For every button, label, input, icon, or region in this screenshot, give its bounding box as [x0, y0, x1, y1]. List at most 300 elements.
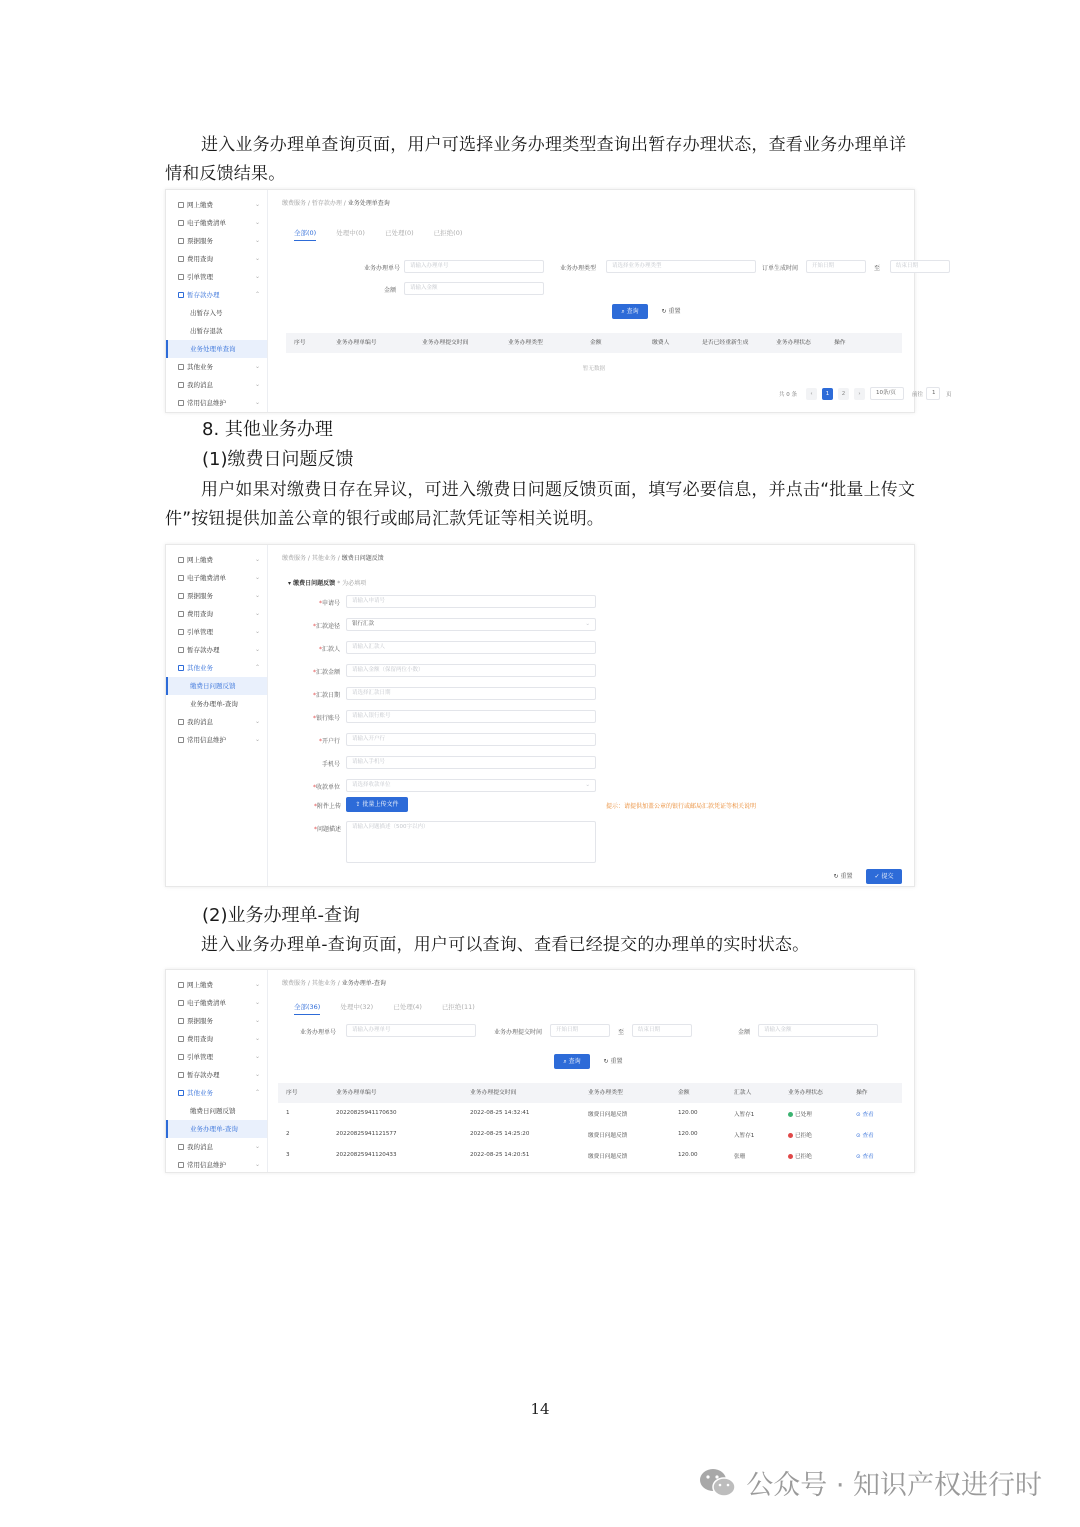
- table-header: [278, 1083, 902, 1103]
- screenshot-business-order-query: [165, 189, 952, 413]
- table-cell: [788, 1131, 812, 1139]
- menu-icon: [178, 256, 184, 262]
- sidebar-item[interactable]: [166, 1048, 267, 1066]
- tab-processing[interactable]: 处理中(32): [340, 1003, 374, 1011]
- menu-icon: [178, 575, 184, 581]
- sidebar-item-label: 网上缴费: [187, 201, 213, 209]
- column-header: 业务办理提交时间: [470, 1090, 517, 1096]
- table-cell-text: 已处理: [795, 1112, 812, 1118]
- form-input-placeholder: 银行汇款: [352, 621, 375, 627]
- sidebar-item-label: 费用查询: [187, 1035, 213, 1043]
- table-cell-text: 缴费日问题反馈: [588, 1154, 628, 1160]
- sidebar-item-label: 常用信息维护: [187, 1161, 226, 1169]
- status-dot-icon: [788, 1133, 793, 1138]
- column-header: 业务办理提交时间: [422, 340, 469, 346]
- sidebar-item[interactable]: [166, 1066, 267, 1084]
- pagination-page[interactable]: 2: [838, 388, 849, 400]
- menu-icon: [178, 364, 184, 370]
- table-cell: [588, 1110, 627, 1118]
- required-hint: * 为必填项: [337, 580, 367, 587]
- amount-label: 金额: [384, 287, 397, 294]
- sidebar-subitem[interactable]: [166, 1120, 267, 1138]
- batch-upload-button-label: 批量上传文件: [362, 801, 399, 808]
- chevron-down-icon: ⌄: [254, 201, 260, 208]
- column-header: 金额: [678, 1090, 690, 1096]
- page-number: 14: [530, 1400, 550, 1418]
- time-start-input[interactable]: 开始日期: [550, 1024, 610, 1037]
- chevron-down-icon: ⌄: [254, 1143, 260, 1150]
- sidebar-item[interactable]: [166, 1138, 267, 1156]
- form-select[interactable]: [346, 779, 596, 792]
- menu-icon: [178, 1162, 184, 1168]
- sidebar-item-label: 其他业务: [187, 363, 213, 371]
- sidebar-item-label: 常用信息维护: [187, 736, 226, 744]
- menu-icon: [178, 274, 184, 280]
- chevron-down-icon: ⌄: [585, 782, 590, 788]
- breadcrumb-item[interactable]: 暂存款办理: [311, 200, 342, 207]
- time-end-input[interactable]: 结束日期: [632, 1024, 692, 1037]
- type-select[interactable]: 请选择业务办理类型: [606, 260, 756, 273]
- desc-label: *问题描述: [314, 826, 342, 833]
- menu-icon: [178, 557, 184, 563]
- tab-processed[interactable]: 已处理(0): [384, 229, 414, 237]
- subsection-title: (1)缴费日问题反馈: [202, 449, 354, 470]
- amount-label: 金额: [738, 1029, 751, 1036]
- breadcrumb-current: 业务处理单查询: [347, 200, 390, 207]
- breadcrumb: 缴费服务 / 暂存款办理 / 业务处理单查询: [282, 200, 390, 207]
- amount-input[interactable]: 请输入金额: [758, 1024, 878, 1037]
- breadcrumb-current: 缴费日问题反馈: [341, 555, 384, 562]
- breadcrumb-item[interactable]: 缴费服务: [282, 555, 307, 562]
- subsection-paragraph: 用户如果对缴费日存在异议，可进入缴费日问题反馈页面，填写必要信息，并点击“批量上传文件”按钮提供加盖公章的银行或邮局汇款凭证等相关说明。: [165, 480, 916, 529]
- table-cell-text: 20220825941121577: [336, 1131, 397, 1137]
- search-button-label: 查询: [626, 308, 639, 315]
- chevron-down-icon: ⌄: [254, 981, 260, 988]
- sidebar-item[interactable]: [166, 376, 267, 394]
- menu-icon: [178, 737, 184, 743]
- batch-upload-button[interactable]: ⇪ 批量上传文件: [346, 797, 408, 812]
- sidebar-subitem[interactable]: [166, 340, 267, 358]
- pagination-total: 共 0 条: [779, 392, 797, 398]
- chevron-up-icon: ⌃: [254, 1089, 260, 1096]
- sidebar-item[interactable]: [166, 641, 267, 659]
- menu-icon: [178, 982, 184, 988]
- required-mark: *: [318, 600, 322, 607]
- sidebar-item-label: 暂存款办理: [187, 1071, 220, 1079]
- menu-icon: [178, 593, 184, 599]
- required-mark: *: [318, 738, 322, 745]
- column-header: 序号: [286, 1090, 298, 1096]
- table-cell-text: 1: [286, 1110, 290, 1116]
- sidebar-item-label: 票据服务: [187, 1017, 213, 1025]
- main-panel: [274, 190, 952, 412]
- form-field-label-text: 汇款金额: [315, 669, 340, 676]
- sidebar-item-label: 费用查询: [187, 255, 213, 263]
- pagination-prev[interactable]: ‹: [806, 388, 817, 400]
- chevron-down-icon: ⌄: [254, 399, 260, 406]
- form-field-label-text: 申请号: [321, 600, 340, 607]
- table-cell: [470, 1152, 529, 1158]
- chevron-down-icon: ⌄: [254, 592, 260, 599]
- time-label: 业务办理提交时间: [494, 1029, 543, 1036]
- column-header: 是否已经重新生成: [702, 340, 749, 346]
- chevron-up-icon: ⌃: [254, 664, 260, 671]
- table-cell: [336, 1152, 397, 1158]
- sidebar-subitem[interactable]: [166, 677, 267, 695]
- table-cell-text: 2022-08-25 14:20:51: [470, 1152, 530, 1158]
- table-cell: [588, 1131, 627, 1139]
- sidebar-item[interactable]: [166, 1156, 267, 1174]
- order-no-label: 业务办理单号: [364, 265, 401, 272]
- tab-processed[interactable]: 已处理(4): [393, 1003, 422, 1011]
- search-button-label: 查询: [568, 1058, 581, 1065]
- breadcrumb-item[interactable]: 缴费服务: [282, 200, 307, 207]
- menu-icon: [178, 238, 184, 244]
- tab-rejected[interactable]: 已拒绝(0): [433, 229, 463, 237]
- sidebar-item[interactable]: [166, 605, 267, 623]
- breadcrumb-item[interactable]: 缴费服务: [282, 980, 307, 987]
- column-header: 业务办理类型: [508, 340, 543, 346]
- form-input-placeholder: 请输入申请号: [352, 598, 386, 604]
- breadcrumb: 缴费服务 / 其他业务 / 缴费日问题反馈: [282, 555, 384, 562]
- table-cell-text: 2022-08-25 14:32:41: [470, 1110, 530, 1116]
- table-cell-text: 3: [286, 1152, 290, 1158]
- table-cell: [788, 1152, 812, 1160]
- sidebar-item[interactable]: [166, 250, 267, 268]
- form-field-label: [313, 621, 340, 630]
- form-input[interactable]: [346, 664, 596, 677]
- required-mark: *: [318, 646, 322, 653]
- tab-processing[interactable]: 处理中(0): [336, 229, 365, 237]
- column-header: 操作: [834, 340, 846, 346]
- table-cell: [734, 1110, 754, 1118]
- goto-label: 前往: [912, 392, 924, 398]
- table-cell-text: 已拒绝: [795, 1133, 812, 1139]
- required-mark: *: [312, 623, 316, 630]
- time-label: 订单生成时间: [762, 265, 799, 272]
- table-cell-text: 入暂存1: [734, 1112, 755, 1118]
- form-input-placeholder: 请输入金额（保留两位小数）: [352, 667, 424, 673]
- search-button[interactable]: ⌕ 查询: [612, 304, 648, 319]
- tab-rejected[interactable]: 已拒绝(11): [441, 1003, 475, 1011]
- reset-button[interactable]: ↻ 重置: [603, 1058, 623, 1065]
- type-label: 业务办理类型: [560, 265, 597, 272]
- chevron-down-icon: ⌄: [254, 736, 260, 743]
- sidebar-item[interactable]: [166, 214, 267, 232]
- form-input[interactable]: [346, 641, 596, 654]
- column-header: 操作: [856, 1090, 868, 1096]
- time-end-input[interactable]: 结束日期: [890, 260, 950, 273]
- chevron-down-icon: ⌄: [254, 219, 260, 226]
- form-field-label: [313, 782, 340, 791]
- table-cell-text: 入暂存1: [734, 1133, 755, 1139]
- sidebar-item-label: 我的消息: [187, 718, 213, 726]
- column-header: 金额: [590, 340, 602, 346]
- menu-icon: [178, 629, 184, 635]
- form-field-label: [322, 759, 340, 768]
- time-start-input[interactable]: 开始日期: [806, 260, 866, 273]
- sidebar-menu: [166, 545, 268, 886]
- form-input[interactable]: [346, 710, 596, 723]
- sidebar-item-label: 引单管理: [187, 273, 213, 281]
- table-cell: [286, 1110, 290, 1116]
- column-header: 业务办理单编号: [336, 340, 377, 346]
- sidebar-item-label: 票据服务: [187, 237, 213, 245]
- watermark-text: 公众号 · 知识产权进行时: [746, 1470, 1042, 1501]
- sidebar-item[interactable]: [166, 1012, 267, 1030]
- column-header: 缴费人: [652, 340, 670, 346]
- table-cell-text: 120.00: [678, 1131, 698, 1137]
- sidebar-item-label: 我的消息: [187, 381, 213, 389]
- table-cell: [678, 1152, 698, 1158]
- table-cell: [470, 1110, 529, 1116]
- page-size-select[interactable]: 10条/页: [870, 387, 904, 400]
- form-field-label-text: 汇款日期: [315, 692, 340, 699]
- chevron-down-icon: ⌄: [254, 1053, 260, 1060]
- chevron-down-icon: ⌄: [254, 999, 260, 1006]
- search-button[interactable]: ⌕ 查询: [554, 1054, 590, 1069]
- table-cell: [336, 1131, 397, 1137]
- sidebar-item[interactable]: [166, 569, 267, 587]
- table-cell-text: 2022-08-25 14:25:20: [470, 1131, 530, 1137]
- menu-icon: [178, 665, 184, 671]
- amount-input[interactable]: 请输入金额: [404, 282, 544, 295]
- form-input[interactable]: [346, 595, 596, 608]
- reset-button[interactable]: ↻ 重置: [833, 873, 853, 880]
- view-icon: ⊙: [856, 1112, 863, 1118]
- desc-textarea[interactable]: 请输入问题描述（500字以内）: [346, 821, 596, 863]
- upload-label: *附件上传: [314, 803, 342, 810]
- sidebar-item[interactable]: [166, 994, 267, 1012]
- sidebar-item-label: 网上缴费: [187, 981, 213, 989]
- menu-icon: [178, 400, 184, 406]
- sidebar-item-label: 其他业务: [187, 1089, 213, 1097]
- sidebar-subitem-label: 业务办理单-查询: [190, 700, 238, 708]
- sidebar-subitem-label: 出暂存退款: [190, 327, 223, 335]
- subsection-title: (2)业务办理单-查询: [202, 905, 360, 926]
- breadcrumb-current: 业务办理单-查询: [341, 980, 386, 987]
- reset-button-label: 重置: [840, 873, 853, 880]
- table-cell-text: 查看: [862, 1112, 874, 1118]
- sidebar-subitem[interactable]: [166, 304, 267, 322]
- chevron-down-icon: ⌄: [254, 363, 260, 370]
- intro-paragraph: 进入业务办理单查询页面，用户可选择业务办理类型查询出暂存办理状态，查看业务办理单详情和反馈结果。: [165, 135, 907, 184]
- column-header: 序号: [294, 340, 306, 346]
- table-cell[interactable]: [856, 1131, 874, 1139]
- menu-icon: [178, 382, 184, 388]
- sidebar-subitem[interactable]: [166, 695, 267, 713]
- menu-icon: [178, 611, 184, 617]
- table-cell: [788, 1110, 812, 1118]
- pagination-page-current[interactable]: 1: [822, 388, 833, 400]
- table-cell-text: 缴费日问题反馈: [588, 1112, 628, 1118]
- sidebar-subitem-label: 缴费日问题反馈: [190, 682, 236, 690]
- sidebar-item[interactable]: [166, 358, 267, 376]
- chevron-down-icon: ⌄: [254, 718, 260, 725]
- form-input-placeholder: 请输入开户行: [352, 736, 386, 742]
- page-unit-label: 页: [946, 392, 952, 398]
- sidebar-item[interactable]: [166, 713, 267, 731]
- screenshot-business-order-list: [165, 969, 915, 1173]
- view-icon: ⊙: [856, 1154, 863, 1160]
- form-field-label-text: 收款单位: [315, 784, 340, 791]
- sidebar-item[interactable]: [166, 976, 267, 994]
- sidebar-item[interactable]: [166, 394, 267, 412]
- breadcrumb-item[interactable]: 其他业务: [311, 555, 336, 562]
- column-header: 汇款人: [734, 1090, 752, 1096]
- form-field-label: [319, 598, 340, 607]
- form-input-placeholder: 请选择汇款日期: [352, 690, 391, 696]
- chevron-down-icon: ⌄: [254, 646, 260, 653]
- form-input-placeholder: 请输入银行账号: [352, 713, 391, 719]
- menu-icon: [178, 1000, 184, 1006]
- watermark: [698, 1463, 1042, 1502]
- submit-button-label: 提交: [881, 873, 894, 880]
- table-header: [286, 333, 902, 353]
- table-cell: [286, 1131, 290, 1137]
- sidebar-item[interactable]: [166, 1084, 267, 1102]
- chevron-down-icon: ⌄: [254, 255, 260, 262]
- form-select[interactable]: [346, 618, 596, 631]
- form-field-label: [319, 644, 340, 653]
- form-field-label: [313, 690, 340, 699]
- chevron-down-icon: ⌄: [254, 628, 260, 635]
- required-mark: *: [312, 692, 316, 699]
- table-cell: [678, 1131, 698, 1137]
- sidebar-item[interactable]: [166, 1030, 267, 1048]
- chevron-down-icon: ⌄: [254, 574, 260, 581]
- sidebar-item[interactable]: [166, 286, 267, 304]
- form-input-placeholder: 请输入汇款人: [352, 644, 386, 650]
- sidebar-item[interactable]: [166, 587, 267, 605]
- sidebar-item-label: 引单管理: [187, 1053, 213, 1061]
- form-section-label: 缴费日问题反馈: [293, 580, 336, 587]
- main-panel: [274, 545, 914, 886]
- wechat-icon: [698, 1466, 738, 1500]
- form-input-placeholder: 请输入手机号: [352, 759, 386, 765]
- sidebar-item-label: 电子缴费清单: [187, 999, 226, 1007]
- sidebar-subitem-label: 出暂存入号: [190, 309, 223, 317]
- order-no-label: 业务办理单号: [300, 1029, 337, 1036]
- status-tabs: [294, 1002, 475, 1015]
- table-cell-text: 120.00: [678, 1152, 698, 1158]
- column-header: 业务办理单编号: [336, 1090, 377, 1096]
- form-field-label: [313, 667, 340, 676]
- status-dot-icon: [788, 1154, 793, 1159]
- sidebar-item-label: 电子缴费清单: [187, 219, 226, 227]
- menu-icon: [178, 202, 184, 208]
- sidebar-item[interactable]: [166, 623, 267, 641]
- sidebar-subitem[interactable]: [166, 322, 267, 340]
- form-field-label-text: 银行账号: [315, 715, 340, 722]
- chevron-down-icon: ⌄: [254, 273, 260, 280]
- menu-icon: [178, 292, 184, 298]
- sidebar-menu: [166, 970, 268, 1172]
- table-cell: [286, 1152, 290, 1158]
- status-dot-icon: [788, 1112, 793, 1117]
- chevron-up-icon: ⌃: [254, 291, 260, 298]
- form-input[interactable]: [346, 733, 596, 746]
- upload-label-text: 附件上传: [317, 803, 342, 810]
- menu-icon: [178, 1018, 184, 1024]
- chevron-down-icon: ⌄: [254, 1161, 260, 1168]
- table-cell: [336, 1110, 397, 1116]
- tab-all[interactable]: 全部(36): [294, 1002, 320, 1015]
- screenshot-payment-date-feedback: [165, 544, 915, 887]
- form-field-label-text: 手机号: [321, 761, 340, 768]
- subsection-paragraph: 进入业务办理单-查询页面，用户可以查询、查看已经提交的办理单的实时状态。: [201, 935, 810, 955]
- sidebar-item-label: 电子缴费清单: [187, 574, 226, 582]
- required-mark: *: [312, 669, 316, 676]
- form-field-label-text: 汇款人: [321, 646, 340, 653]
- order-no-input[interactable]: 请输入办理单号: [346, 1024, 476, 1037]
- sidebar-item-label: 常用信息维护: [187, 399, 226, 407]
- table-cell-text: 20220825941120433: [336, 1152, 397, 1158]
- sidebar-subitem[interactable]: [166, 1102, 267, 1120]
- reset-button[interactable]: ↻ 重置: [661, 308, 681, 315]
- sidebar-item[interactable]: [166, 659, 267, 677]
- status-tabs: [294, 228, 462, 241]
- table-cell-text: 张珊: [734, 1154, 746, 1160]
- pagination-next[interactable]: ›: [854, 388, 865, 400]
- sidebar-item-label: 网上缴费: [187, 556, 213, 564]
- order-no-input[interactable]: 请输入办理单号: [404, 260, 544, 273]
- sidebar-item-label: 其他业务: [187, 664, 213, 672]
- table-cell: [588, 1152, 627, 1160]
- tab-all[interactable]: 全部(0): [294, 228, 316, 241]
- sidebar-item[interactable]: [166, 268, 267, 286]
- form-field-label-text: 汇款途径: [315, 623, 340, 630]
- submit-button[interactable]: ✓ 提交: [866, 869, 902, 884]
- sidebar-subitem-label: 缴费日问题反馈: [190, 1107, 236, 1115]
- menu-icon: [178, 719, 184, 725]
- desc-label-text: 问题描述: [317, 826, 342, 833]
- sidebar-item-label: 我的消息: [187, 1143, 213, 1151]
- sidebar-item-label: 暂存款办理: [187, 291, 220, 299]
- menu-icon: [178, 1036, 184, 1042]
- sidebar-item-label: 票据服务: [187, 592, 213, 600]
- chevron-down-icon: ⌄: [254, 381, 260, 388]
- sidebar-item[interactable]: [166, 551, 267, 569]
- required-mark: *: [312, 715, 316, 722]
- chevron-down-icon: ⌄: [254, 556, 260, 563]
- upload-tip: 提示：请提供加盖公章的银行或邮局汇款凭证等相关说明: [606, 803, 757, 810]
- menu-icon: [178, 1054, 184, 1060]
- form-field-label: [319, 736, 340, 745]
- table-cell[interactable]: [856, 1152, 874, 1160]
- form-section-title: ▾ 缴费日问题反馈 * 为必填项: [288, 580, 367, 587]
- chevron-down-icon: ⌄: [254, 610, 260, 617]
- menu-icon: [178, 1090, 184, 1096]
- menu-icon: [178, 647, 184, 653]
- column-header: 业务办理状态: [788, 1090, 823, 1096]
- view-icon: ⊙: [856, 1133, 863, 1139]
- form-field-label-text: 开户行: [321, 738, 340, 745]
- sidebar-item[interactable]: [166, 196, 267, 214]
- table-cell[interactable]: [856, 1110, 874, 1118]
- breadcrumb-item[interactable]: 其他业务: [311, 980, 336, 987]
- reset-button-label: 重置: [668, 308, 681, 315]
- form-input[interactable]: [346, 687, 596, 700]
- sidebar-item[interactable]: [166, 731, 267, 749]
- sidebar-item[interactable]: [166, 232, 267, 250]
- table-cell-text: 已拒绝: [795, 1154, 812, 1160]
- form-input[interactable]: [346, 756, 596, 769]
- chevron-down-icon: ⌄: [254, 1017, 260, 1024]
- chevron-down-icon: ⌄: [254, 1035, 260, 1042]
- menu-icon: [178, 1144, 184, 1150]
- goto-page-input[interactable]: 1: [926, 387, 940, 400]
